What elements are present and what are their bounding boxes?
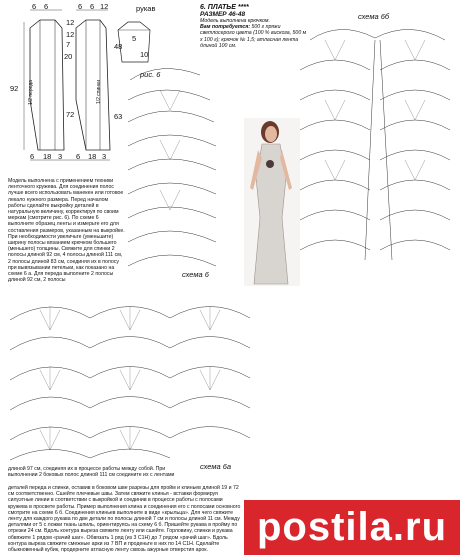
scheme6a-label: схема 6а [200,462,232,471]
dim-top-left-2: 6 [44,2,49,11]
materials-label: Вам потребуется: [200,24,251,31]
dress-subtitle: Модель выполнена крючком. [200,18,270,24]
dim-bottom-5: 18 [88,152,97,161]
dim-side-2: 7 [66,40,71,49]
dim-top-left-3: 12 [66,18,75,27]
dress-stars: **** [237,4,249,11]
dim-bottom-6: 3 [102,152,107,161]
half-back-label: 1/2 спинки [96,80,102,105]
dim-mid-right: 72 [66,110,75,119]
dim-top-left-1: 6 [32,2,37,11]
dim-side-3: 20 [64,52,73,61]
model-photo [244,118,300,286]
instructions-bottom: деталей переда и спинки, оставив в боковом шве разрезы для пройм и клиньев длиной 19 и 72 см соответственно. Сшейте плечевые швы. Затем свяжите клинья - вставки формируя силуэтные линии в соответствии с выкройкой и соединив в процессе работы с полосами кружева в просвете работы. Пример выполнения клина и соединения его с полосами основного смотрите на схеме 6 б. Соединения клиньев выполните в виде «крыльца». Для чего свяжите ленту для каждого рукава по две детали по полосы длиной 7 см и полосы длиной 11 см. Между деталями от 5 с ложки ткань шпиль, ориентируясь на схему 6 б. Пришейте рукава в пройму по отрезки 24 см. Вдоль контура выреза свяжите ленту или сшейте. Горловину, спинки и рукава обвяжите 1 рядом «рачий шаг». Обвязать 1 ряд (из 3 С1Н) до 7 рядом «рачий шаг». Вдоль контура выреза свяжите смежные арки из 7 ВП и проденьте в них по 14 С1Н. Сделайте обыкновенный кубик, продерните атласную ленту сквозь ажурные отверстия арок. [8,485,241,554]
instructions-left: Модель выполнена с применением техники ленточного кружева. Для соединения полос лучше всего использовать манекен или готовое лекало нужного размера. Перед началом работы сделайте выкройку деталей в натуральную величину, корректируя по своим меркам (смотрите рис. 6). По схеме 6 выполните образец ленты и измерьте его для составления размеров, указанным на выкройке. При необходимости увеличьте (уменьшите) ширину полосы вязанием крючком большего (меньшего) толщины. Свяжите для спинки 2 полосы длиной 92 см, 4 полосы длиной 111 см, 2 полосы длиной 83 см, соединяя их в полосу при вывязывании петельки, как показано на схеме 6 а. Для переда выполните 2 полосы длиной 92 см, 2 полосы [8,178,125,284]
instructions-bottom-left: длиной 97 см, соединяя их в процессе работы между собой. При выполнении 2 боковых полос длиной 111 см соедините их с лентами [8,466,175,479]
dim-total-height: 92 [10,84,19,93]
dim-bottom-3: 3 [58,152,63,161]
fig6-label: рис. 6 [140,70,161,79]
dim-top-right-3: 12 [100,2,109,11]
dim-bottom-2: 18 [43,152,52,161]
dim-top-right-2: 6 [90,2,95,11]
dim-bottom-4: 6 [76,152,81,161]
dress-header [200,4,310,49]
dim-bottom-1: 6 [30,152,35,161]
dress-size: РАЗМЕР 46-48 [200,11,246,18]
dress-title: ПЛАТЬЕ [207,4,236,11]
sleeve-dim-3: 10 [140,50,149,59]
half-front-label: 1/2 переда [28,80,34,105]
scheme6b-label: схема 6б [358,12,390,21]
dress-number: 6. [200,4,206,11]
materials-text: 500 г пряжи светлосерого цвета (100 % вискоза, 500 м x 100 г); крючок № 1,5; атласная лента длиной 100 см. [200,24,307,49]
sleeve-dim-2: 5 [132,34,137,43]
sleeve-dim-4: 63 [114,112,123,121]
sleeve-label: рукав [136,4,156,13]
scheme6-label: схема 6 [182,270,209,279]
postila-watermark: postila.ru [244,500,460,555]
sleeve-dim-1: 48 [114,42,123,51]
dim-side-1: 12 [66,30,75,39]
dim-top-right-1: 6 [78,2,83,11]
model-silhouette [244,118,300,286]
